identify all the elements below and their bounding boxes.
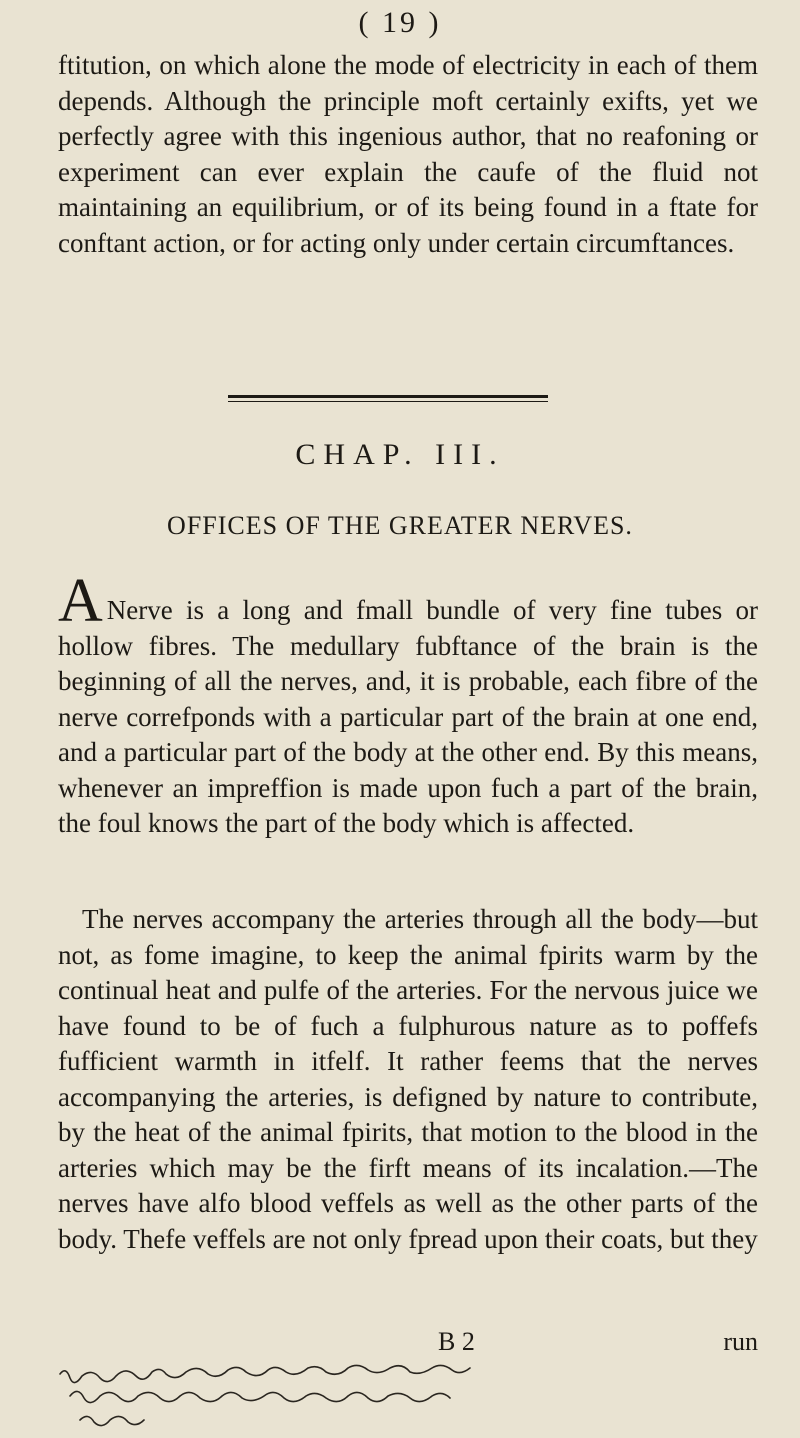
paragraph-continuation: ftitution, on which alone the mode of electricity in each of them depends. Although the principle moft certainly exifts, yet we perfectly agree with this ingenious author, that no reafoning or experiment can ever explain the caufe of the fluid not maintaining an equilibrium, or of its being found in a ftate for conftant action, or for acting only under certain circumftances. bbox=[58, 50, 758, 258]
page-footer bbox=[58, 1327, 758, 1363]
page-number: ( 19 ) bbox=[358, 6, 442, 39]
paragraph-nerves-arteries: The nerves accompany the arteries through all the body—but not, as fome imagine, to keep the animal fpirits warm by the continual heat and pulfe of the arteries. For the nervous juice we have found to be of fuch a fulphurous nature as to poffefs fufficient warmth in itfelf. It rather feems that the nerves accompanying the arteries, is defigned by nature to contribute, by the heat of the animal fpirits, that motion to the blood in the arteries which may be the firft means of its incalation.—The nerves have alfo blood veffels as well as the other parts of the body. Thefe veffels are not only fpread upon their coats, but they bbox=[58, 904, 758, 1254]
chapter-rule-thin bbox=[228, 401, 548, 402]
chapter-heading: CHAP. III. bbox=[295, 438, 505, 471]
chapter-rule-thick bbox=[228, 395, 548, 398]
section-title: OFFICES OF THE GREATER NERVES. bbox=[167, 511, 633, 540]
handwritten-annotation bbox=[50, 1362, 740, 1434]
catchword: run bbox=[723, 1327, 758, 1356]
drop-cap: A bbox=[58, 567, 103, 635]
paragraph-nerve-definition bbox=[58, 567, 758, 842]
signature-mark: B 2 bbox=[438, 1327, 475, 1356]
paragraph-text: Nerve is a long and fmall bundle of very fine tubes or hollow fibres. The medullary fubftance of the brain is the beginning of all the nerves, and, it is probable, each fibre of the nerve correfponds with a particular part of the brain at one end, and a particular part of the body at the other end. By this means, whenever an impreffion is made upon fuch a part of the brain, the foul knows the part of the body which is affected. bbox=[58, 595, 758, 838]
